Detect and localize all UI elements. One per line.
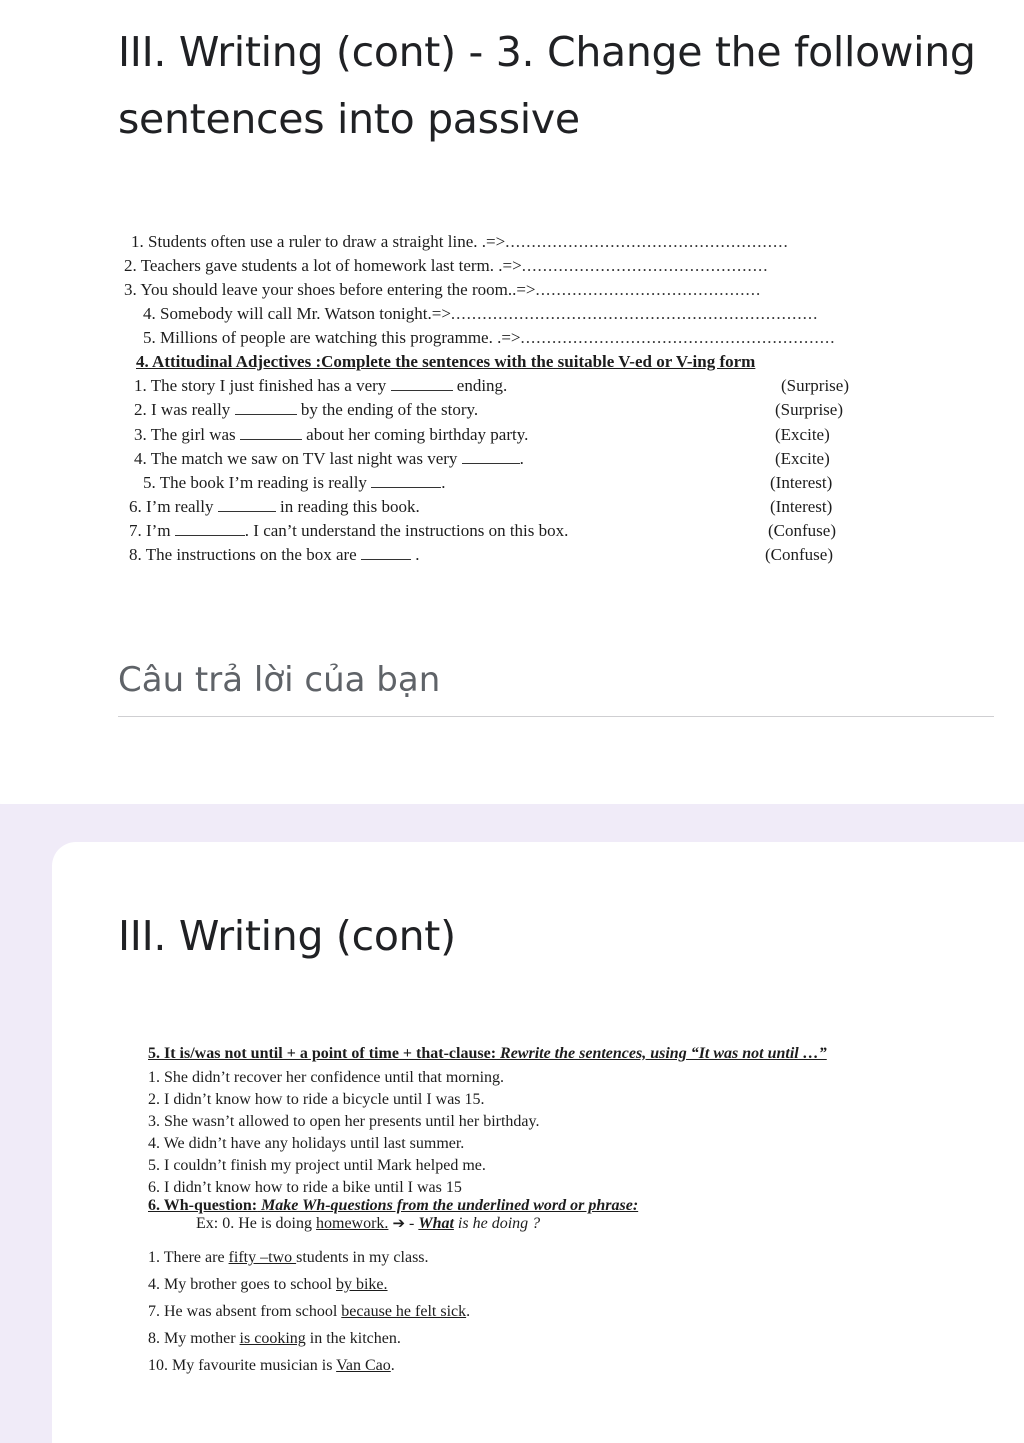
adj-item-4: 4. The match we saw on TV last night was very .: [134, 449, 524, 468]
adj-item-3: 3. The girl was about her coming birthday party.: [134, 425, 529, 444]
section5-item-4: 4. We didn’t have any holidays until last summer.: [148, 1135, 465, 1152]
adj-hint-7: (Confuse): [768, 521, 836, 540]
adj-item-1: 1. The story I just finished has a very ending.: [134, 376, 508, 395]
adj-hint-6: (Interest): [770, 497, 833, 516]
adj-hint-5: (Interest): [770, 473, 833, 492]
passive-item-4: 4. Somebody will call Mr. Watson tonight.=>......................................................................: [143, 304, 819, 323]
section6-item-4: 8. My mother is cooking in the kitchen.: [148, 1330, 401, 1347]
passive-item-5: 5. Millions of people are watching this programme. .=>............................................................: [143, 328, 836, 347]
answer-field-underline[interactable]: [118, 716, 994, 717]
question-title-2: III. Writing (cont): [118, 912, 456, 960]
passive-item-1: 1. Students often use a ruler to draw a straight line. .=>......................................................: [131, 232, 789, 251]
section6-heading: 6. Wh-question: Make Wh-questions from the underlined word or phrase:: [148, 1197, 639, 1214]
passive-item-2: 2. Teachers gave students a lot of homework last term. .=>...............................................: [124, 256, 769, 275]
adj-item-5: 5. The book I’m reading is really .: [143, 473, 446, 492]
adj-hint-4: (Excite): [775, 449, 830, 468]
section5-item-6: 6. I didn’t know how to ride a bike until I was 15: [148, 1179, 462, 1196]
section6-item-1: 1. There are fifty –two students in my class.: [148, 1249, 429, 1266]
section5-item-3: 3. She wasn’t allowed to open her presents until her birthday.: [148, 1113, 540, 1130]
adj-item-8: 8. The instructions on the box are .: [129, 545, 420, 564]
section6-item-3: 7. He was absent from school because he felt sick.: [148, 1303, 471, 1320]
adj-item-7: 7. I’m . I can’t understand the instructions on this box.: [129, 521, 569, 540]
section5-item-2: 2. I didn’t know how to ride a bicycle until I was 15.: [148, 1091, 485, 1108]
section6-example: Ex: 0. He is doing homework. ➔ - What is he doing ?: [196, 1214, 541, 1232]
adj-item-6: 6. I’m really in reading this book.: [129, 497, 420, 516]
adj-item-2: 2. I was really by the ending of the story.: [134, 400, 479, 419]
adj-hint-8: (Confuse): [765, 545, 833, 564]
section5-item-1: 1. She didn’t recover her confidence until that morning.: [148, 1069, 505, 1086]
section5-heading: 5. It is/was not until + a point of time + that-clause: Rewrite the sentences, using “It was not until …”: [148, 1045, 827, 1062]
section6-item-2: 4. My brother goes to school by bike.: [148, 1276, 388, 1293]
question-title-line1: III. Writing (cont) - 3. Change the following: [118, 28, 976, 76]
adj-hint-2: (Surprise): [775, 400, 843, 419]
answer-field-label[interactable]: Câu trả lời của bạn: [118, 660, 441, 700]
arrow-icon: ➔: [392, 1214, 406, 1232]
worksheet-image-1: [0, 0, 1024, 600]
passive-item-3: 3. You should leave your shoes before entering the room..=>...........................................: [124, 280, 762, 299]
worksheet-image-2: [0, 1040, 1024, 1400]
adjectives-heading: 4. Attitudinal Adjectives :Complete the sentences with the suitable V-ed or V-ing form: [136, 352, 756, 371]
adj-hint-1: (Surprise): [781, 376, 849, 395]
section6-item-5: 10. My favourite musician is Van Cao.: [148, 1357, 395, 1374]
adj-hint-3: (Excite): [775, 425, 830, 444]
section5-item-5: 5. I couldn’t finish my project until Mark helped me.: [148, 1157, 486, 1174]
question-title-line2: sentences into passive: [118, 95, 580, 143]
